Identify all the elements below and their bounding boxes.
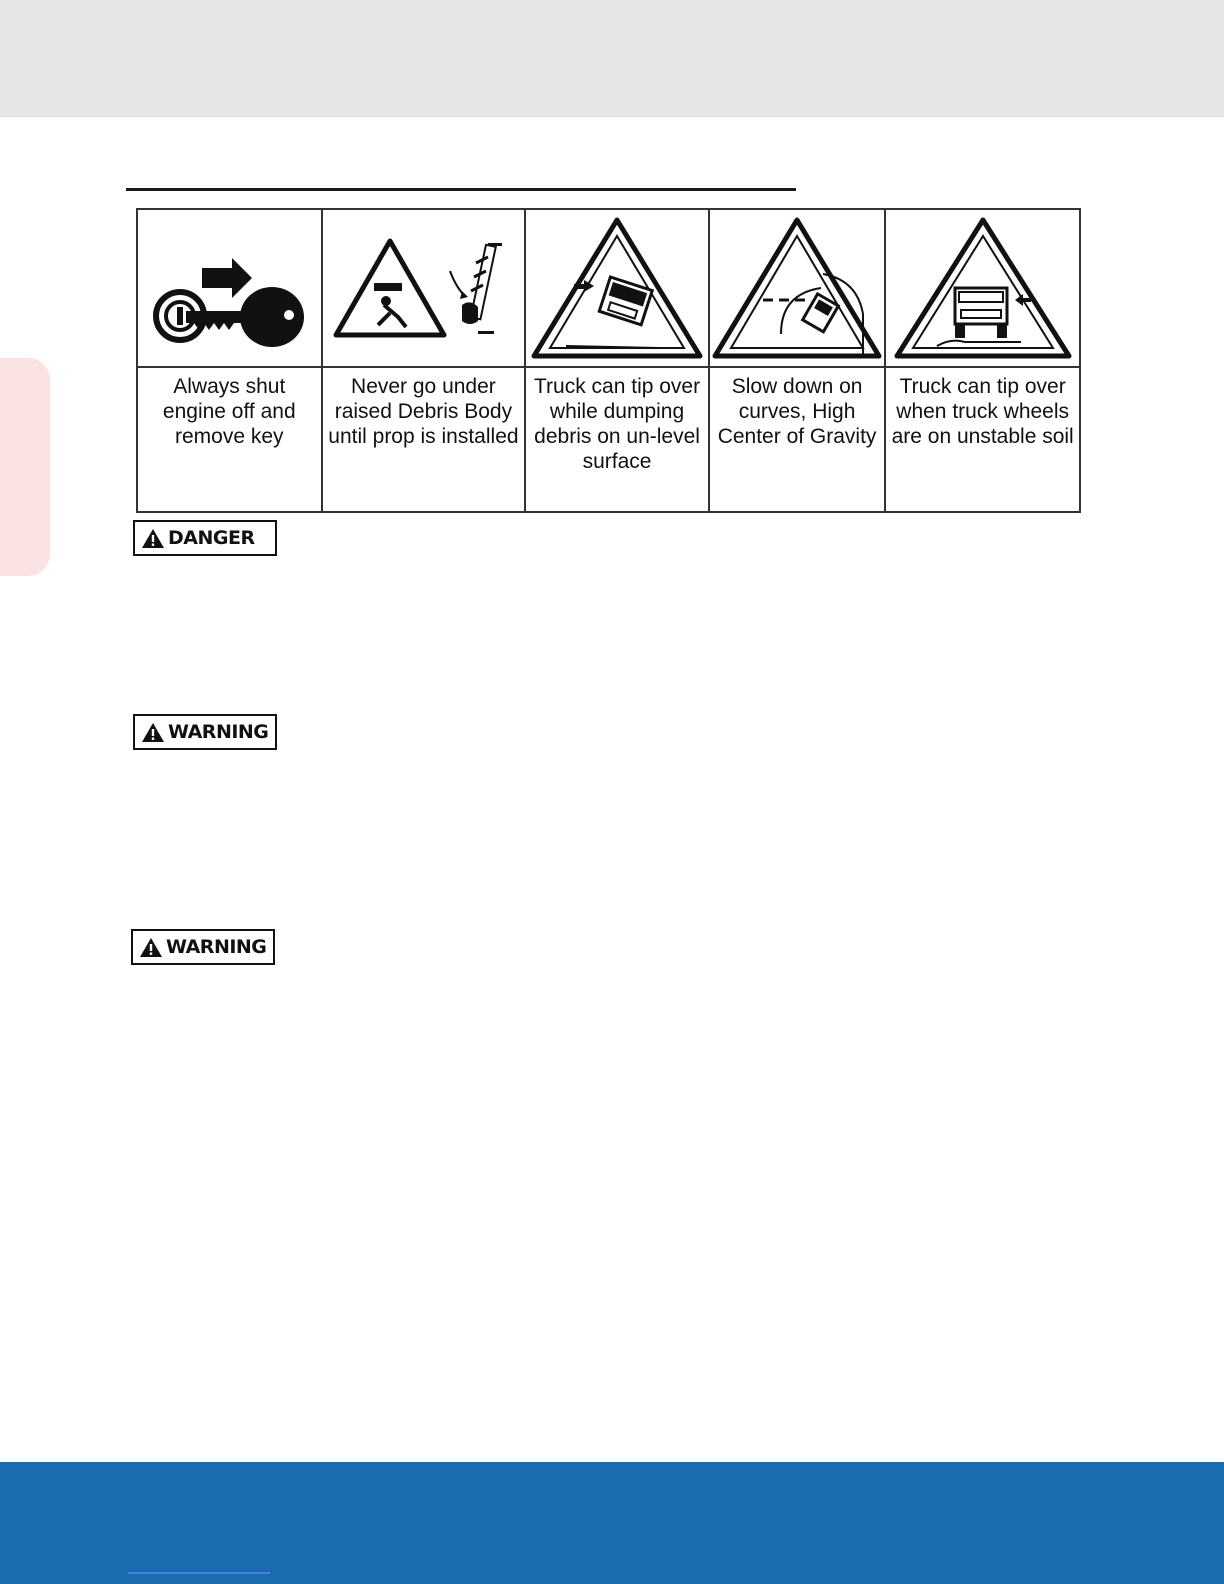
pictogram-cell-curve xyxy=(709,209,885,367)
pictogram-cell-prop xyxy=(322,209,526,367)
danger-sign xyxy=(133,520,277,556)
tipping-truck-warning-icon xyxy=(530,214,705,362)
page-footer-band xyxy=(0,1462,1224,1584)
caption-debris-body-prop: Never go under raised Debris Body until prop is installed xyxy=(328,375,519,448)
side-section-tab[interactable] xyxy=(0,358,50,576)
crush-hazard-prop-icon xyxy=(328,233,518,343)
safety-decal-table xyxy=(136,208,1081,513)
danger-sign-label: DANGER xyxy=(168,527,255,549)
caption-cell xyxy=(322,367,526,512)
alert-triangle-icon xyxy=(141,722,165,743)
caption-cell xyxy=(525,367,709,512)
alert-triangle-icon xyxy=(139,937,163,958)
footer-link-underline[interactable] xyxy=(128,1572,270,1574)
pictogram-cell-soil xyxy=(885,209,1080,367)
soft-soil-rollover-warning-icon xyxy=(893,214,1073,362)
warning-sign-label: WARNING xyxy=(168,721,269,743)
pictogram-cell-tipping-dump xyxy=(525,209,709,367)
warning-sign-label: WARNING xyxy=(166,936,267,958)
warning-sign-2 xyxy=(131,929,275,965)
caption-unstable-soil: Truck can tip over when truck wheels are on unstable soil xyxy=(891,375,1074,448)
ignition-key-icon xyxy=(144,228,314,348)
alert-triangle-icon xyxy=(141,528,165,549)
page-header-band xyxy=(0,0,1224,117)
warning-sign-1 xyxy=(133,714,277,750)
caption-cell xyxy=(137,367,322,512)
caption-tip-dumping: Truck can tip over while dumping debris on un-level surface xyxy=(533,375,701,473)
pictogram-cell-key xyxy=(137,209,322,367)
caption-cell xyxy=(709,367,885,512)
caption-cell xyxy=(885,367,1080,512)
caption-slow-curves: Slow down on curves, High Center of Gravity xyxy=(717,375,877,448)
caption-shut-engine: Always shut engine off and remove key xyxy=(162,375,296,448)
curve-rollover-warning-icon xyxy=(711,214,883,362)
section-title-rule xyxy=(126,188,796,191)
